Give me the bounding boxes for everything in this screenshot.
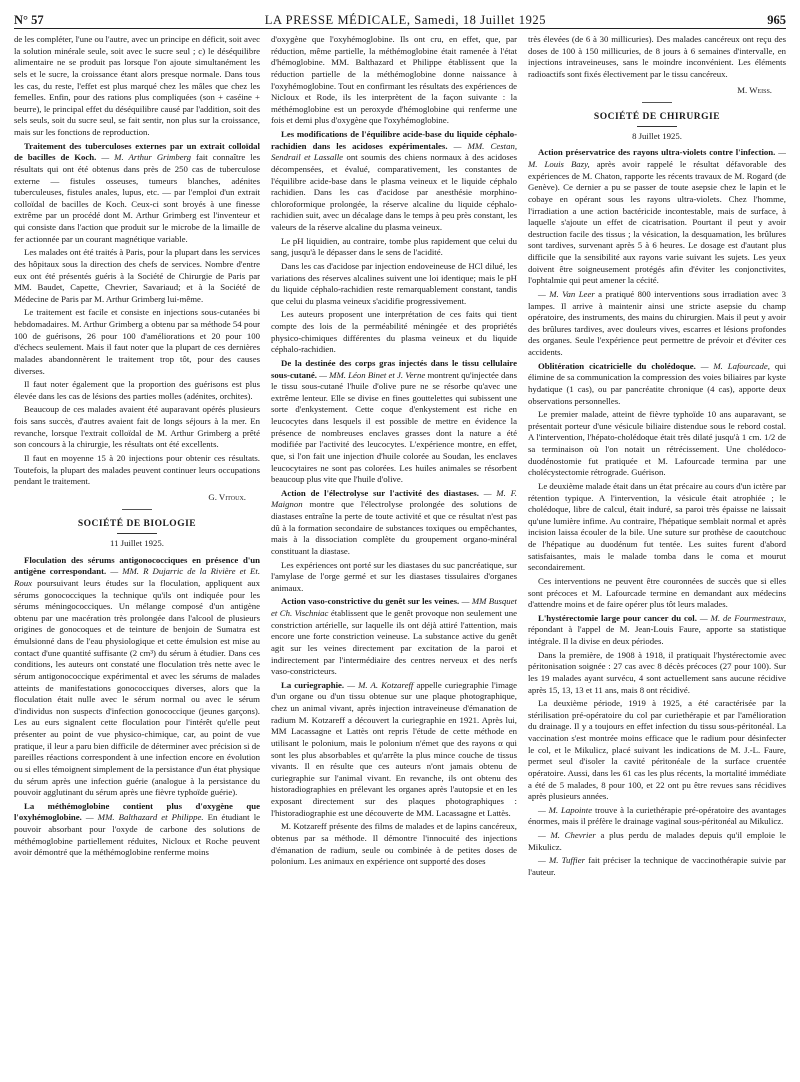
- paragraph: Il faut noter également que la proportion des guérisons est plus élevée dans les cas de lésions des parties molles (adénites, orchites).: [14, 379, 260, 401]
- paragraph-title: Action vaso-constrictive du genêt sur les veines.: [281, 596, 460, 607]
- paragraph: [14, 555, 260, 799]
- paragraph-author: — M. Lapointe: [538, 804, 593, 815]
- paragraph-title: Les modifications de l'équilibre acide-base du liquide céphalo-rachidien dans les acidoses expérimentales.: [271, 129, 517, 151]
- paragraph: [528, 805, 786, 828]
- paragraph-author: — M. Lafourcade,: [700, 360, 770, 371]
- paragraph: Les auteurs proposent une interprétation de ces faits qui tient compte des lois de la perméabilité méningée et des propriétés physico-chimiques différentes du plasma veineux et du liquide céphalo-rachidien.: [271, 309, 517, 355]
- paragraph: très élevées (de 6 à 30 millicuries). Des malades cancéreux ont reçu des doses de 100 à 150 millicuries, de 8 jours à 6 semaines d'intervalle, en injections intraveineuses, sans le moindre inconvénient. Les éléments radioactifs sont fixés électivement par le tissu cancéreux.: [528, 34, 786, 79]
- paragraph-author: — MM. Cestan, Sendrail et Lassalle: [271, 140, 517, 163]
- paragraph: Les expériences ont porté sur les diastases du suc pancréatique, sur l'amylase de l'orge germé et sur les diastases tissulaires d'organes animaux.: [271, 559, 517, 593]
- paragraph-body: fait préciser la technique de vaccinothérapie suivie par l'auteur.: [528, 855, 786, 877]
- paragraph-author: — MM. Léon Binet et J. Verne: [319, 369, 426, 380]
- paragraph: La deuxième période, 1919 à 1925, a été caractérisée par la stérilisation pré-opératoire du col par curiethérapie et par l'amélioration du drainage. Il y a toujours en effet infection du tissu sous-péritonéal. La vaccination s'est montrée moins efficace que le radium pour désinfecter le col, et le Mikulicz, placé suivant les indications de M. J.-L. Faure, permet seul d'isoler la cavité péritonéale de la surface cruentée opératoire. Aussi, dans les 61 cas les plus récents, la mortalité immédiate a été de 5 malades, 8 pour 100, et 22 ont pu être revues sans récidives après plusieurs années.: [528, 698, 786, 802]
- paragraph: [271, 358, 517, 486]
- paragraph: Le traitement est facile et consiste en injections sous-cutanées bi hebdomadaires. M. Arthur Grimberg a obtenu par sa méthode 54 pour 100 de guérisons, 26 pour 100 d'améliorations et 20 pour 100 d'échecs seulement. Mais il faut noter que la plupart de ces dernières malades abandonnèrent le traitement trop tôt, pour des causes diverses.: [14, 307, 260, 376]
- paragraph: [14, 141, 260, 246]
- paragraph: Dans la première, de 1908 à 1918, il pratiquait l'hystérectomie avec péritonisation soignée : 27 cas avec 8 décès précoces (27 pour 100). Sur les 19 malades ayant survécu, 4 sont actuellement sans aucune récidive après 15, 13, 13 et 11 ans, mais 8 ont récidivé.: [528, 649, 786, 695]
- paragraph-author: — M. Tuffier: [538, 855, 585, 866]
- column-2: [271, 34, 517, 1078]
- paragraph: de les compléter, l'une ou l'autre, avec un principe en déficit, soit avec la solution minérale seule, soit avec le sucre seul ; c) le déséquilibre alimentaire ne se produit pas lorsque l'on ajoute simultanément les sels et le sucre, la croissance étant alors presque normale. Dans tous les cas, du reste, l'effet est plus marqué chez les mâles que chez les femelles. Enfin, pour des rations plus compliquées (son + caséine + beurre), le principal effet du déséquilibre causé par l'addition, soit des sels seuls, soit du sucre seul, se fait sentir, non plus sur la croissance, mais sur les fonctions de reproduction.: [14, 34, 260, 137]
- signature: M. Weiss.: [737, 84, 772, 95]
- paragraph: [528, 613, 786, 648]
- paragraph: Le premier malade, atteint de fièvre typhoïde 10 ans auparavant, se présentait porteur d'une vésicule biliaire distendue sous le rebord costal. A l'intervention, l'hépato-cholédoque était très dilaté jusqu'à 1 cm. 1/2 de sa terminaison où l'on notait un rétrécissement. Une cholédoco-duodénostomie fut pratiquée et M. Lafourcade termina par une cholécystectomie rétrograde. Guérison.: [528, 409, 786, 478]
- paragraph-title: La méthémoglobine contient plus d'oxygène que l'oxyhémoglobine.: [14, 800, 260, 823]
- paragraph-body: a plus perdu de malades depuis qu'il emploie le Mikulicz.: [528, 830, 786, 852]
- paragraph: [528, 289, 786, 359]
- paragraph: Beaucoup de ces malades avaient été auparavant opérés plusieurs fois sans succès, d'autres avaient fait de longs séjours à la mer. En revanche, lorsque l'extrait colloïdal de M. Arthur Grimberg a prêté son concours à la chirurgie, les résultats ont été excellents.: [14, 404, 260, 450]
- paragraph-author: — MM. R Dujarric de la Rivière et Et. Roux: [14, 566, 260, 588]
- paragraph-body: fait connaître les résultats qui ont été obtenus dans près de 250 cas de tuberculose externe — fistules osseuses, tumeurs blanches, adénites tuberculeuses, fistules anales, lupus, etc. — par l'emploi d'un extrait colloïdal de bacilles de Koch. Ceux-ci sont broyés à une finesse extrême par un procédé dont M. Arthur Grimberg est l'inventeur et qui consiste dans l'action que produit sur le microbe de la limaille de fer actionnée par un courant magnétique variable.: [14, 152, 260, 244]
- paragraph: [271, 488, 517, 558]
- paragraph: Dans les cas d'acidose par injection endoveineuse de HCl dilué, les variations des réserves alcalines suivent une loi identique; mais le pH du liquide céphalo-rachidien reste remarquablement constant, tandis que celui du plasma veineux s'acidifie progressivement.: [271, 260, 517, 306]
- paragraph-author: — M. A. Kotzareff: [347, 679, 414, 690]
- paragraph-title: Oblitération cicatricielle du cholédoque.: [538, 360, 696, 371]
- paragraph: M. Kotzareff présente des films de malades et de lapins cancéreux, obtenus par sa méthode. Il démontre l'innocuité des injections d'émanation de radium, seule ou combinée à de petites doses de polonium. Les animaux en expérience ont supporté des doses: [271, 821, 517, 867]
- paragraph-body: trouve à la curiethérapie pré-opératoire des avantages énormes, mais il préfère le drainage vaginal sous-péritonéal au Mikulicz.: [528, 804, 786, 827]
- paragraph-title: De la destinée des corps gras injectés dans le tissu cellulaire sous-cutané.: [271, 357, 517, 380]
- signature: G. Vitoux.: [208, 491, 246, 502]
- paragraph: d'oxygène que l'oxyhémoglobine. Ils ont cru, en effet, que, par réduction, même partielle, la méthémoglobine était ramenée à l'état d'hémoglobine. MM. Balthazard et Philippe établissent que la réduction partielle de la méthémoglobine donne naissance à l'oxyhémoglobine. Tout en confirmant les résultats des expériences de Nicloux et Rode, ils les interprètent de la façon suivante : la méthémoglobine est un peroxyde d'hémoglobine qui renferme une fois et demi plus d'oxygène que l'oxyhémoglobine.: [271, 34, 517, 126]
- paragraph: Les malades ont été traités à Paris, pour la plupart dans les services des hôpitaux sous la direction des chefs de services. Nombre d'entre eux ont été présentés guéris à la Société de Chirurgie de Paris par MM. Baudet, Capette, Chevrier, Savariaud; et à la Société de Médecine de Paris par M. Arthur Grimberg lui-même.: [14, 247, 260, 304]
- paragraph-author: — MM Busquet et Ch. Vischniac: [271, 596, 517, 618]
- paragraph-body: poursuivant leurs études sur la floculation, appliquent aux sérums gonococciques la technique qu'ils ont indiquée pour les sérums méningococciques. Un mélange composé d'un antigène obtenu par une macération très prolongée dans l'alcool de plusieurs origines de gonocoques et de teinture de benjoin de Sumatra est émulsionné dans de l'eau physiologique et cette émulsion est mise au contact d'une quantité suffisante (2 cm³) du sérum à étudier. Dans ces conditions, les auteurs ont constaté une floculation très nette avec le sérum antigonococcique expérimental et avec les sérums de malades atteints de manifestations gonococciques diverses, alors que la floculation était nulle avec le sérum normal ou avec le sérum d'individus non suspects d'infection gonococcique (jeunes garçons). Les au eurs signalent cette floculation pour l'intérêt qu'elle peut présenter au point de vue physico-chimique, car, au point de vue pratique, il leur a paru bien difficile de déterminer avec précision si de pareilles réactions correspondent à une infection encore en évolution ou si elles témoignent simplement de la persistance d'un état physique du sérum après une infection guérie (analogue à la persistance du pouvoir agglutinant du sérum après une fièvre typhoïde guérie).: [14, 577, 260, 798]
- paragraph-body: appelle curiegraphie l'image d'un organe ou d'un tissu obtenue sur une plaque photographique, chez un animal vivant, après injection intraveineuse d'émanation de radium M. Kotzareff a découvert la curiegraphie en 1921. Après lui, MM Lacassagne et Lattès ont repris l'étude de cette méthode en utilisant le polonium, mais le polonium n'émet que des rayons α qui sont les plus absorbables et qu'arrête la plus mince couche de tissus vivants. Il en résulte que ces auteurs n'ont jamais obtenu de curiegraphie sur l'animal vivant. En revanche, ils ont obtenu des historadiographies en prélevant les organes après l'autopsie et en les exposant directement sur des plaques photographiques : l'historadiographie est une découverte de MM. Lacassagne et Lattès.: [271, 679, 517, 818]
- paragraph-author: — M. F. Maignon: [271, 487, 517, 510]
- paragraph-author: — M. Louis Bazy,: [528, 147, 786, 169]
- paragraph-body: qui élimine de sa communication la compression des voies biliaires par kyste hydatique (1 cas), ou par pancréatite chronique (4 cas), apporte deux observations personnelles.: [528, 360, 786, 406]
- paragraph: [528, 830, 786, 853]
- section-rule: [117, 533, 157, 534]
- paragraph-author: — M. de Fourmestraux,: [699, 612, 786, 623]
- page-number-right: 965: [767, 13, 786, 27]
- paragraph: [528, 361, 786, 408]
- paragraph: [528, 855, 786, 878]
- paragraph-title: Action de l'électrolyse sur l'activité des diastases.: [281, 487, 479, 498]
- paragraph-author: — M. Chevrier: [538, 830, 596, 840]
- paragraph: [528, 147, 786, 287]
- paragraph: Le deuxième malade était dans un état précaire au cours d'un ictère par rétention typique. A l'intervention, la vésicule était atrophiée ; le cholédoque, libre de calcul, était induré, sa paroi très épaisse ne laissait qu'une lumière infime. Au contraire, l'hépatique semblait normal et après incision laissa écouler de la bile. Une suture sur prothèse de caoutchouc de l'hépatique au duodénum fut tentée. Les suites furent d'abord satisfaisantes, mais le malade tomba dans le coma et mourut secondairement.: [528, 480, 786, 573]
- header-rule: [14, 28, 786, 29]
- paragraph: Il faut en moyenne 15 à 20 injections pour obtenir ces résultats. Toutefois, la plupart des malades peuvent continuer leurs occupations pendant le traitement.: [14, 452, 260, 487]
- paragraph-body: montre que l'électrolyse prolongée des solutions de diastases entraîne la perte de toute activité et que ce résultat n'est pas dû à la formation secondaire de substances toxiques ou empêchantes, mais à la dissociation complète du groupement organo-minéral constituant la diastase.: [271, 499, 517, 556]
- paragraph: [14, 801, 260, 859]
- paragraph-body: ont soumis des chiens normaux à des acidoses décompensées, et évalué, comparativement, les constantes de l'équilibre acide-base dans le plasma veineux et le liquide céphalo rachidien. Dans les cas d'acidose par anesthésie morphino-chloroformique prolongée, la réserve alcaline du liquide céphalo-rachidien suit, avec un décalage dans le temps à peu près constant, les valeurs de la réserve alcaline du plasma veineux.: [271, 152, 517, 232]
- separator: [122, 509, 152, 510]
- page-number-left: N° 57: [14, 13, 44, 27]
- paragraph-author: — M. Van Leer: [538, 288, 595, 299]
- paragraph-body: En étudiant le pouvoir absorbant pour l'oxyde de carbone des solutions de méthémoglobine partiellement réduites, Nicloux et Roche peuvent avoir démontré que la méthémoglobine renferme moins: [14, 812, 260, 858]
- journal-title: LA PRESSE MÉDICALE, Samedi, 18 Juillet 1925: [264, 13, 547, 27]
- section-rule: [637, 126, 677, 127]
- section-date: 11 Juillet 1925.: [110, 538, 164, 548]
- paragraph-title: L'hystérectomie large pour cancer du col.: [538, 612, 697, 623]
- paragraph: Ces interventions ne peuvent être couronnées de succès que si elles sont précoces et M. Lafourcade termine en demandant aux médecins d'attendre moins et de faire opérer plus tôt leurs malades.: [528, 575, 786, 610]
- separator: [642, 102, 672, 103]
- section-heading: SOCIÉTÉ DE BIOLOGIE: [77, 519, 197, 530]
- paragraph: [271, 129, 517, 234]
- column-1: [14, 34, 260, 1078]
- column-3: [528, 34, 786, 1078]
- paragraph-body: répondant à l'appel de M. Jean-Louis Faure, apporte sa statistique intégrale. Il la divise en deux périodes.: [528, 624, 786, 646]
- paragraph-author: — MM. Balthazard et Philippe.: [85, 812, 204, 823]
- paragraph-body: montrent qu'injectée dans le tissu sous-cutané l'huile d'olive pure ne se résorbe qu'avec une extrême lenteur. Elle se divise en fines gouttelettes qui subissent une sorte d'enkystement. Cette coque d'enkystement est riche en leucocytes dans lesquels il est possible de mettre en évidence la présence de nombreuses enclaves grasses dont la nature a été modifiée par l'activité des leucocytes. L'expérience montre, en effet, que, si l'on fait une injection d'huile colorée au Soudan, les enclaves leucocytaires ne sont pas colorées. Les huiles animales se résorbent beaucoup plus vite que l'huile d'olive.: [271, 369, 517, 485]
- paragraph-title: Traitement des tuberculoses externes par un extrait colloïdal de bacilles de Koch.: [14, 140, 260, 163]
- paragraph-title: La curiegraphie.: [281, 679, 345, 690]
- section-heading: SOCIÉTÉ DE CHIRURGIE: [593, 112, 721, 123]
- paragraph-author: — M. Arthur Grimberg: [101, 152, 192, 163]
- paragraph-body: a pratiqué 800 interventions sous irradiation avec 3 lampes. Il arrive à maintenir ainsi une stricte asepsie du champ opératoire, des instruments, des mains du chirurgien. Mais il peut y avoir des brûlures tardives, avec douleurs vives, escarres et lésions profondes des organes. Seule l'expérience peut permettre de prévoir et d'éviter ces accidents.: [528, 288, 786, 357]
- paragraph-body: établissent que le genêt provoque non seulement une constriction artérielle, sur laquelle ils ont déjà attiré l'attention, mais encore une forte constriction veineuse. La substance active du genêt agit sur les veines directement par excitation de la paroi et indirectement par l'intermédiaire des centres nerveux et des nerfs vaso-constricteurs.: [271, 608, 517, 677]
- section-date: 8 Juillet 1925.: [632, 130, 682, 141]
- paragraph-title: Action préservatrice des rayons ultra-violets contre l'infection.: [538, 147, 776, 158]
- paragraph-body: après avoir rappelé le résultat défavorable des expériences de M. Chaton, rapporte les récents travaux de M. Rogard (de Genève). Ce dernier a pu se passer de toute asepsie chez le lapin et le cobaye en opérant sous les rayons ultra-violets. Chez l'homme, l'irradiation a une action bactéricide incontestable, mais de surface, à laquelle s'ajoute un effet de cicatrisation. Pourtant il peut y avoir destruction facile des tissus ; la vésication, la desquamation, les brûlures sont tardives, survenant après 5 à 6 heures. Le dosage est d'autant plus difficile que la sensibilité aux rayons varie suivant les sujets. Les yeux doivent être soigneusement protégés afin d'éviter les conjonctivites, l'ophtalmie qui peut amener la cécité.: [528, 159, 786, 286]
- paragraph: Le pH liquidien, au contraire, tombe plus rapidement que celui du sang, jusqu'à le dépasser dans le sens de l'acidité.: [271, 235, 517, 258]
- paragraph: [271, 596, 517, 677]
- page-header: [14, 6, 786, 28]
- paragraph: [271, 680, 517, 820]
- paragraph-title: Floculation des sérums antigonococciques en présence d'un antigène correspondant.: [14, 554, 260, 577]
